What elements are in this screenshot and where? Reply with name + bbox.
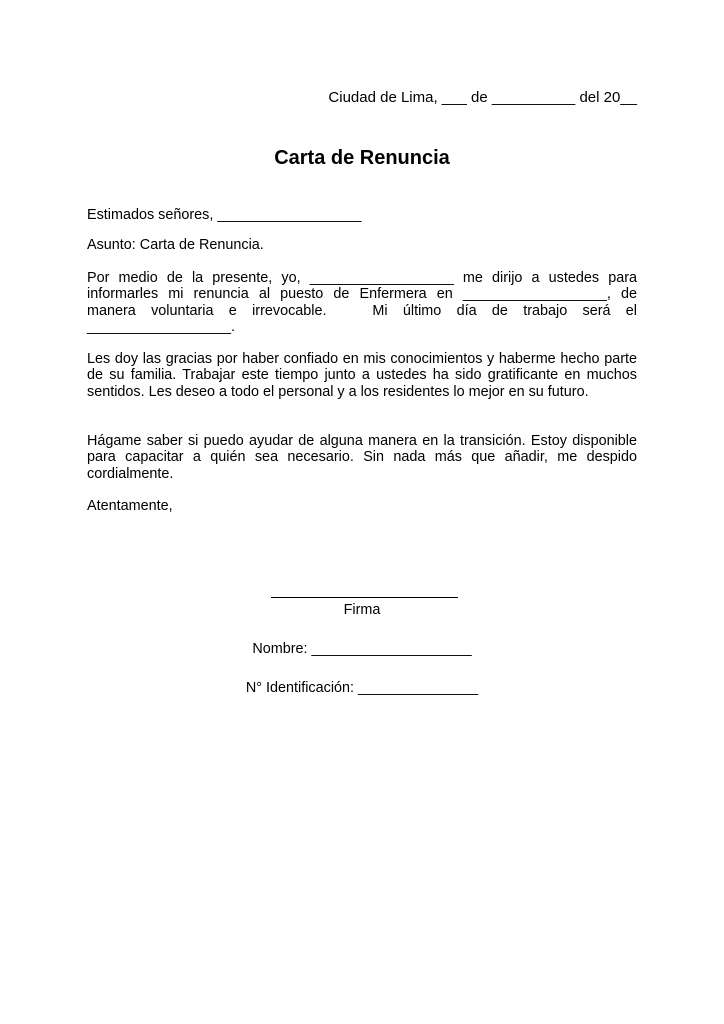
paragraph-thanks: Les doy las gracias por haber confiado en mis conocimientos y haberme hecho parte de su familia. Trabajar este tiempo junto a ustedes ha sido gratificante en muchos sentidos. Les deseo a todo el personal y a los residentes lo mejor en su futuro.: [87, 351, 637, 400]
paragraph-resignation: [87, 270, 637, 336]
signature-label: Firma: [343, 602, 381, 618]
paragraph-transition: Hágame saber si puedo ayudar de alguna manera en la transición. Estoy disponible para capacitar a quién sea necesario. Sin nada más que añadir, me despido cordialmente.: [87, 433, 637, 482]
paragraph-line: Por medio de la presente, yo, __________________ me dirijo a ustedes para: [87, 270, 637, 286]
signature-line: [271, 597, 458, 598]
paragraph-line: __________________.: [87, 319, 236, 336]
paragraph-line: manera voluntaria e irrevocable. Mi último día de trabajo será el: [87, 302, 637, 319]
closing-line: Atentamente,: [87, 498, 173, 514]
identification-field-line: N° Identificación: _______________: [245, 680, 479, 696]
letter-title: Carta de Renuncia: [274, 147, 450, 169]
subject-line: Asunto: Carta de Renuncia.: [87, 237, 264, 253]
greeting-line: Estimados señores, __________________: [87, 207, 362, 223]
name-field-line: Nombre: ____________________: [252, 641, 472, 657]
paragraph-line: informarles mi renuncia al puesto de Enfermera en __________________, de: [87, 286, 637, 303]
date-line: Ciudad de Lima, ___ de __________ del 20__: [328, 89, 637, 106]
